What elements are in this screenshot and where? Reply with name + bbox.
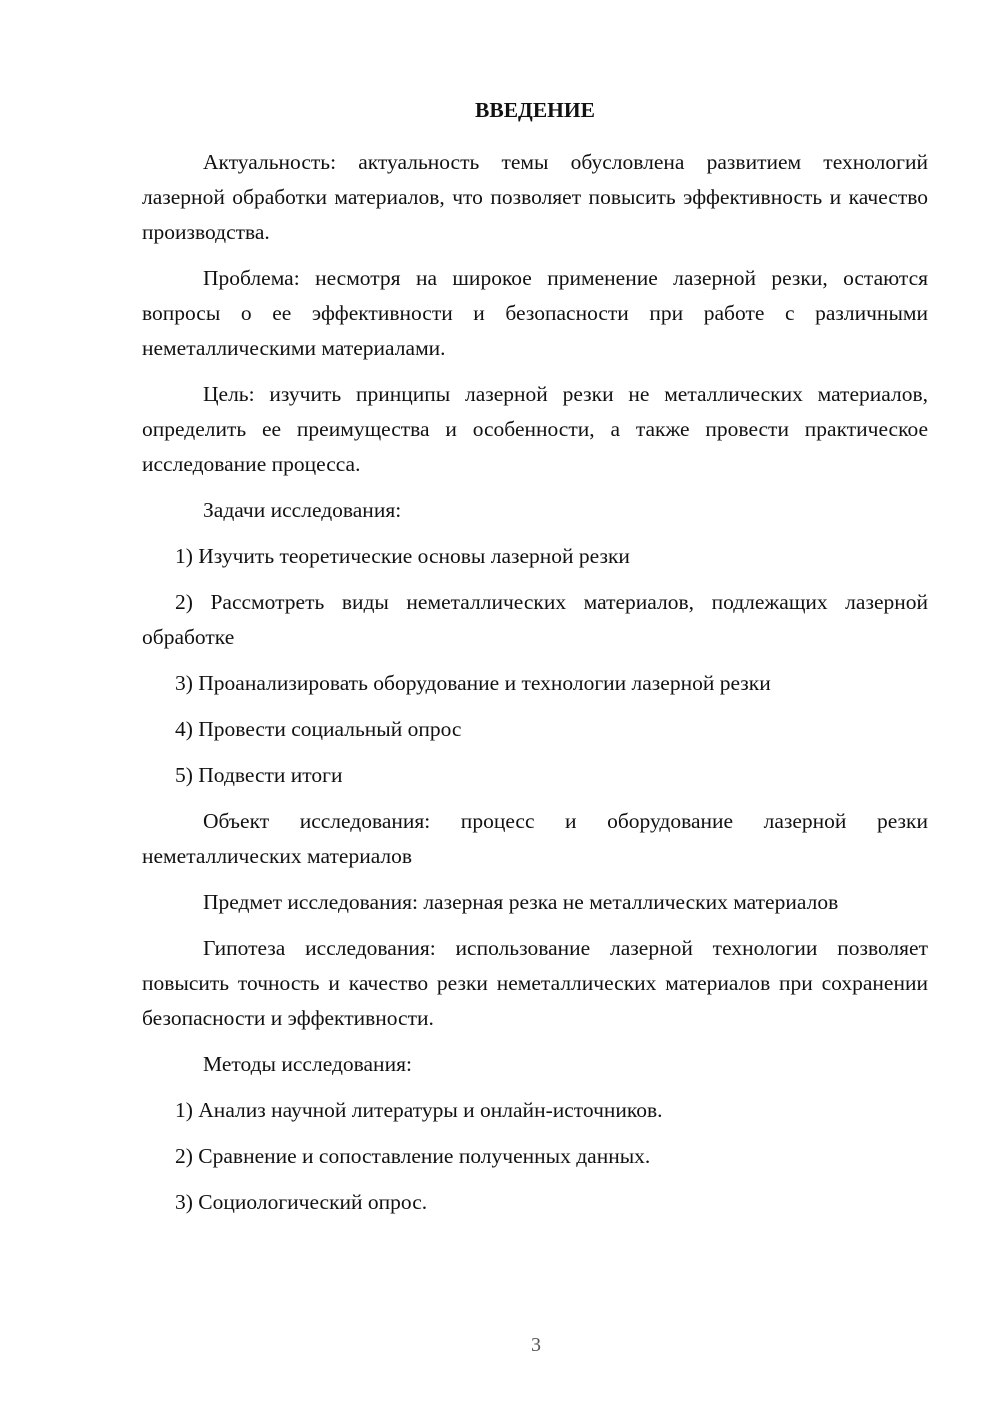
- methods-heading: Методы исследования:: [203, 1052, 412, 1076]
- task-item-2: 2) Рассмотреть виды неметаллических материалов, подлежащих лазерной обработке: [142, 590, 928, 649]
- method-item-1: 1) Анализ научной литературы и онлайн-источников.: [175, 1098, 663, 1122]
- problem-paragraph: Проблема: несмотря на широкое применение лазерной резки, остаются вопросы о ее эффективности и безопасности при работе с различными неметаллическими материалами.: [142, 266, 928, 360]
- task-item-3: 3) Проанализировать оборудование и технологии лазерной резки: [175, 671, 771, 695]
- method-item-3: 3) Социологический опрос.: [175, 1190, 428, 1214]
- relevance-paragraph: Актуальность: актуальность темы обусловлена развитием технологий лазерной обработки материалов, что позволяет повысить эффективность и качество производства.: [142, 150, 928, 244]
- task-item-5: 5) Подвести итоги: [175, 763, 343, 787]
- task-item-1: 1) Изучить теоретические основы лазерной резки: [175, 544, 630, 568]
- page-title: ВВЕДЕНИЕ: [475, 98, 595, 122]
- hypothesis-paragraph: Гипотеза исследования: использование лазерной технологии позволяет повысить точность и качество резки неметаллических материалов при сохранении безопасности и эффективности.: [142, 936, 928, 1030]
- task-item-4: 4) Провести социальный опрос: [175, 717, 462, 741]
- page-number: 3: [531, 1334, 541, 1356]
- object-paragraph: Объект исследования: процесс и оборудование лазерной резки неметаллических материалов: [142, 809, 928, 868]
- document-body: [142, 95, 928, 1231]
- subject-paragraph: Предмет исследования: лазерная резка не металлических материалов: [203, 890, 839, 914]
- method-item-2: 2) Сравнение и сопоставление полученных данных.: [175, 1144, 651, 1168]
- goal-paragraph: Цель: изучить принципы лазерной резки не металлических материалов, определить ее преимущества и особенности, а также провести практическое исследование процесса.: [142, 382, 928, 476]
- tasks-heading: Задачи исследования:: [203, 498, 402, 522]
